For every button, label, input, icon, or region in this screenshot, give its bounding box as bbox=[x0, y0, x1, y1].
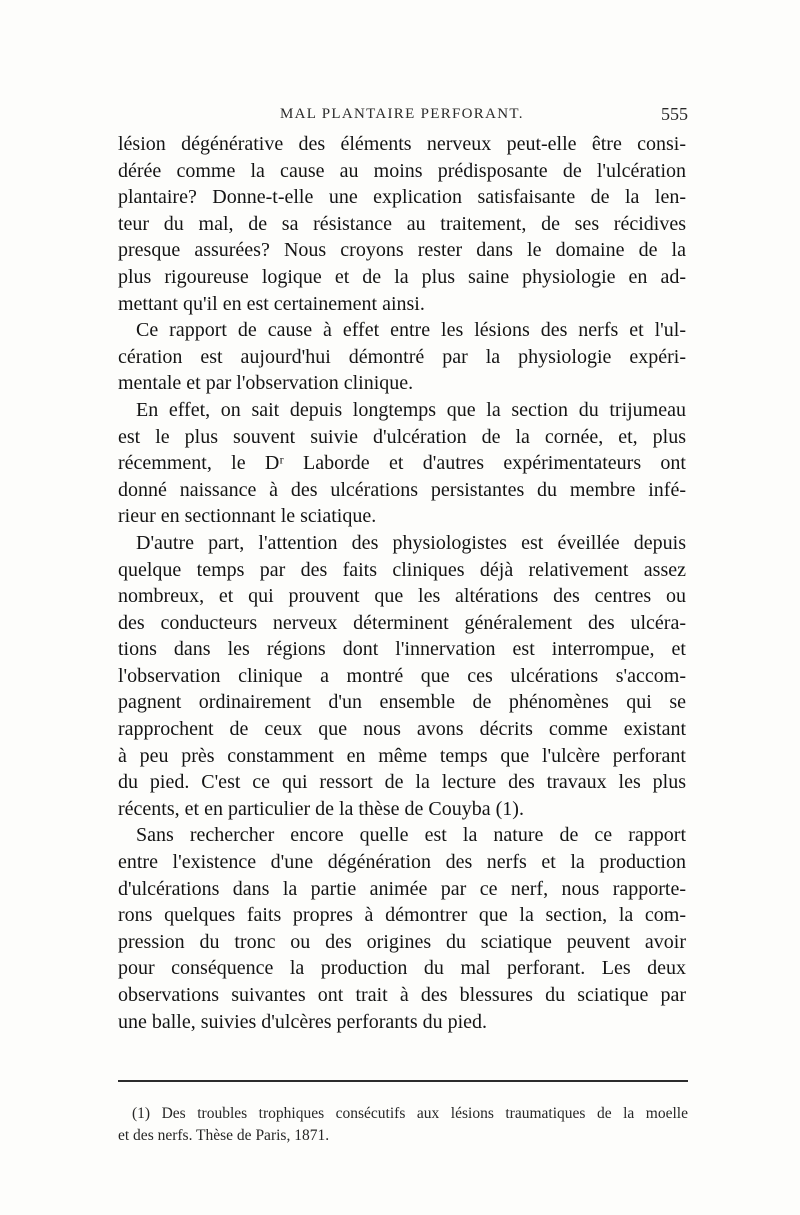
text-line: pression du tronc ou des origines du sciatique peuvent avoir bbox=[118, 930, 686, 953]
footnote-line: et des nerfs. Thèse de Paris, 1871. bbox=[118, 1127, 330, 1144]
footnote bbox=[118, 1103, 688, 1147]
page-number: 555 bbox=[661, 104, 688, 124]
text-line: récemment, le Dʳ Laborde et d'autres expérimentateurs ont bbox=[118, 452, 686, 475]
text-line: observations suivantes ont trait à des blessures du sciatique par bbox=[118, 984, 686, 1006]
text-line: mentale et par l'observation clinique. bbox=[118, 372, 414, 395]
text-line: dérée comme la cause au moins prédisposante de l'ulcération bbox=[118, 159, 686, 182]
body-text bbox=[118, 131, 686, 1035]
text-line: donné naissance à des ulcérations persistantes du membre infé- bbox=[118, 478, 686, 501]
text-line: pour conséquence la production du mal perforant. Les deux bbox=[118, 957, 686, 980]
text-line: d'ulcérations dans la partie animée par ce nerf, nous rapporte- bbox=[118, 877, 686, 900]
text-line: rieur en sectionnant le sciatique. bbox=[118, 505, 377, 528]
text-line: teur du mal, de sa résistance au traitement, de ses récidives bbox=[118, 212, 686, 235]
text-line: mettant qu'il en est certainement ainsi. bbox=[118, 292, 425, 315]
text-line: est le plus souvent suivie d'ulcération de la cornée, et, plus bbox=[118, 425, 686, 448]
paragraph-start-line: Sans rechercher encore quelle est la nature de ce rapport bbox=[136, 824, 686, 847]
text-line: plantaire? Donne-t-elle une explication satisfaisante de la len- bbox=[118, 186, 686, 209]
text-line: une balle, suivies d'ulcères perforants du pied. bbox=[118, 1010, 488, 1033]
text-line: à peu près constamment en même temps que l'ulcère perforant bbox=[118, 744, 686, 767]
text-line: lésion dégénérative des éléments nerveux peut-elle être consi- bbox=[118, 133, 686, 155]
footnote-line: (1) Des troubles trophiques consécutifs aux lésions traumatiques de la moelle bbox=[132, 1105, 688, 1122]
paragraph-start-line: Ce rapport de cause à effet entre les lésions des nerfs et l'ul- bbox=[136, 319, 686, 342]
text-line: rons quelques faits propres à démontrer que la section, la com- bbox=[118, 904, 686, 927]
paragraph-start-line: En effet, on sait depuis longtemps que la section du trijumeau bbox=[136, 398, 686, 421]
text-line: rapprochent de ceux que nous avons décrits comme existant bbox=[118, 718, 686, 741]
text-line: l'observation clinique a montré que ces ulcérations s'accom- bbox=[118, 664, 686, 687]
text-line: récents, et en particulier de la thèse de Couyba (1). bbox=[118, 797, 524, 820]
text-line: quelque temps par des faits cliniques déjà relativement assez bbox=[118, 558, 686, 581]
text-line: presque assurées? Nous croyons rester dans le domaine de la bbox=[118, 239, 686, 262]
text-line: du pied. C'est ce qui ressort de la lecture des travaux les plus bbox=[118, 771, 686, 794]
text-line: pagnent ordinairement d'un ensemble de phénomènes qui se bbox=[118, 691, 686, 714]
text-line: nombreux, et qui prouvent que les altérations des centres ou bbox=[118, 585, 686, 608]
text-line: cération est aujourd'hui démontré par la physiologie expéri- bbox=[118, 345, 686, 368]
paragraph-start-line: D'autre part, l'attention des physiologistes est éveillée depuis bbox=[136, 531, 686, 554]
running-title: MAL PLANTAIRE PERFORANT. bbox=[280, 106, 524, 122]
text-line: entre l'existence d'une dégénération des nerfs et la production bbox=[118, 851, 686, 874]
text-line: tions dans les régions dont l'innervation est interrompue, et bbox=[118, 638, 686, 661]
footnote-divider bbox=[118, 1080, 688, 1082]
text-line: des conducteurs nerveux déterminent généralement des ulcéra- bbox=[118, 611, 686, 634]
page-header bbox=[118, 104, 688, 130]
text-line: plus rigoureuse logique et de la plus saine physiologie en ad- bbox=[118, 265, 686, 288]
